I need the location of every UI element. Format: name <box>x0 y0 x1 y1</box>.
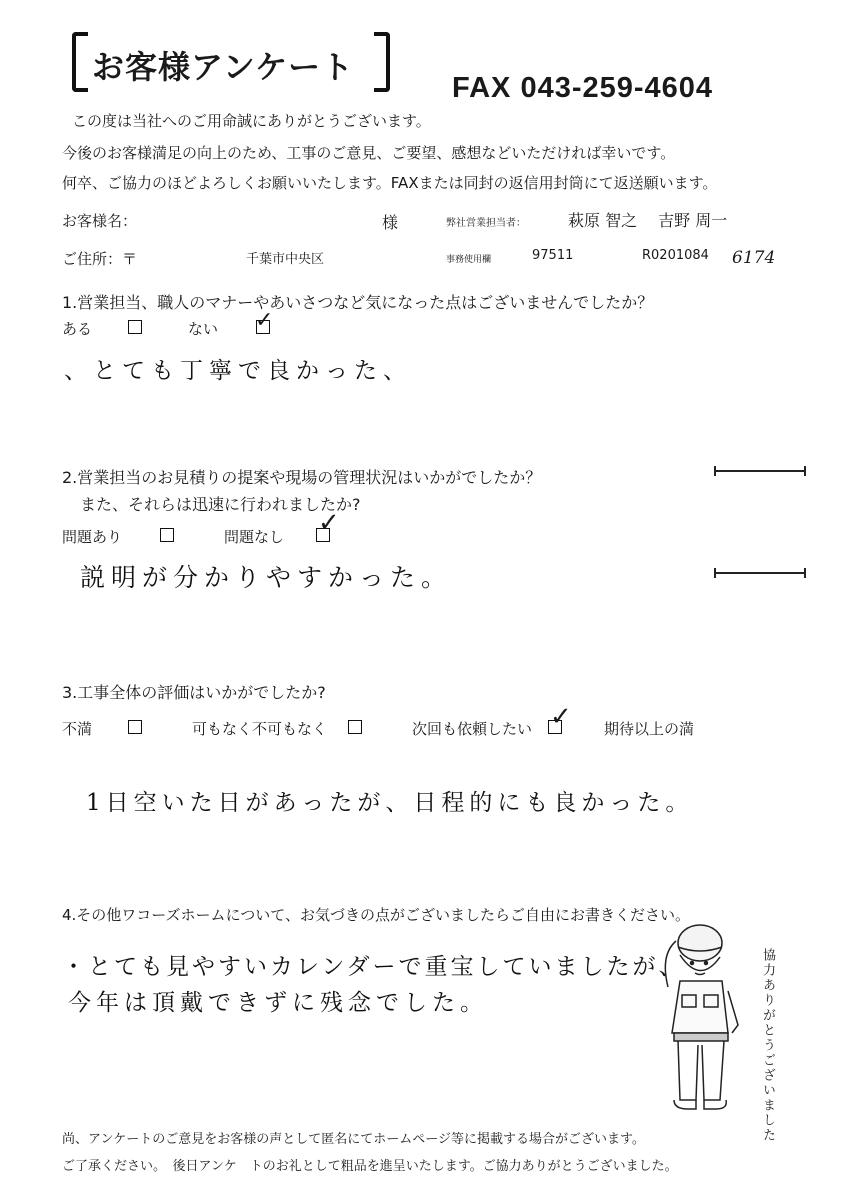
handwritten-code: 6174 <box>732 248 776 268</box>
address-value: 千葉市中央区 <box>246 252 325 267</box>
worker-mascot-icon <box>650 915 750 1120</box>
intro-line-3: 何卒、ご協力のほどよろしくお願いいたします。FAXまたは同封の返信用封筒にて返送願います。 <box>62 174 718 192</box>
check-mark-icon: ✓ <box>550 702 572 732</box>
q2-option-noproblem-label: 問題なし <box>224 528 285 546</box>
q4-question: 4.その他ワコーズホームについて、お気づきの点がございましたらご自由にお書きください。 <box>62 906 690 924</box>
q4-handwritten-answer-line-2: 今年は頂戴できずに残念でした。 <box>68 990 488 1016</box>
margin-mark <box>714 470 806 472</box>
q2-question-line-1: 2.営業担当のお見積りの提案や現場の管理状況はいかがでしたか？ <box>62 468 542 487</box>
fax-number: FAX 043-259-4604 <box>452 72 714 104</box>
footer-line-2: ご了承ください。 後日アンケ トのお礼として粗品を進呈いたします。ご協力ありがとうございました。 <box>62 1159 678 1174</box>
q3-option-2-checkbox[interactable] <box>348 720 362 734</box>
q3-option-4-label: 期待以上の満 <box>604 720 695 738</box>
q1-option-no-label: ない <box>188 320 219 338</box>
staff-names: 萩原 智之 吉野 周一 <box>568 211 728 230</box>
q2-option-problem-label: 問題あり <box>62 528 123 546</box>
intro-line-1: この度は当社へのご用命誠にありがとうございます。 <box>72 112 431 130</box>
q1-option-yes-label: ある <box>62 320 93 338</box>
check-mark-icon: ✓ <box>255 308 274 333</box>
q3-handwritten-answer: 1日空いた日があったが、日程的にも良かった。 <box>86 790 694 816</box>
q4-handwritten-answer-line-1: ・とても見やすいカレンダーで重宝していましたが、 <box>62 954 685 980</box>
q1-option-yes-checkbox[interactable] <box>128 320 142 334</box>
q3-question: 3.工事全体の評価はいかがでしたか? <box>62 683 326 702</box>
q1-handwritten-answer: 、とても丁寧で良かった、 <box>64 358 412 384</box>
office-code-2: R0201084 <box>642 248 709 263</box>
q2-handwritten-answer: 説明が分かりやすかった。 <box>80 563 453 592</box>
q2-question-line-2: また、それらは迅速に行われましたか? <box>80 495 361 514</box>
footer-line-1: 尚、アンケートのご意見をお客様の声として匿名にてホームページ等に掲載する場合がございます。 <box>62 1132 645 1147</box>
margin-mark <box>714 572 806 574</box>
q1-question: 1.営業担当、職人のマナーやあいさつなど気になった点はございませんでしたか？ <box>62 293 654 312</box>
staff-label: 弊社営業担当者： <box>446 218 526 229</box>
q2-option-problem-checkbox[interactable] <box>160 528 174 542</box>
customer-name-label: お客様名： <box>62 212 138 230</box>
address-label: ご住所：〒 <box>62 250 138 268</box>
office-use-label: 事務使用欄 <box>446 255 492 265</box>
page-title: お客様アンケート <box>92 48 355 86</box>
office-code-1: 97511 <box>532 248 574 263</box>
q3-option-2-label: 可もなく不可もなく <box>192 720 328 738</box>
intro-line-2: 今後のお客様満足の向上のため、工事のご意見、ご要望、感想などいただければ幸いです。 <box>62 144 676 162</box>
q3-option-1-label: 不満 <box>62 720 93 738</box>
q3-option-3-label: 次回も依頼したい <box>412 720 533 738</box>
customer-sama: 様 <box>382 213 399 232</box>
mascot-thanks-text: 協力ありがとうございました <box>760 948 775 1143</box>
q3-option-1-checkbox[interactable] <box>128 720 142 734</box>
check-mark-icon: ✓ <box>318 508 340 538</box>
